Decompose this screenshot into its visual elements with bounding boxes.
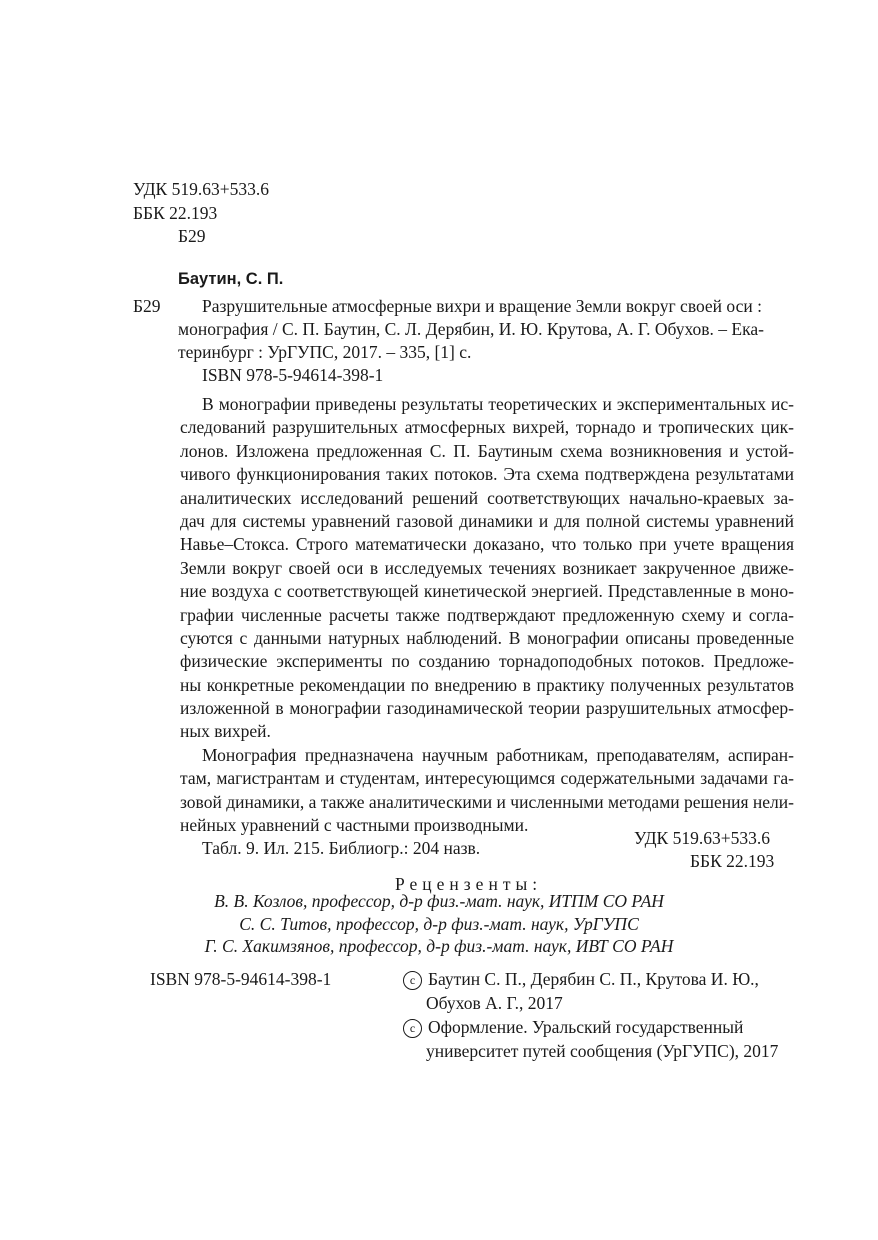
abstract-line: нейных уравнений с частными производными. [180,815,529,836]
copyright-design-line-1: Оформление. Уральский государственный [428,1017,744,1037]
isbn-bottom: ISBN 978-5-94614-398-1 [150,969,332,989]
bbk-code-right: ББК 22.193 [690,851,775,871]
abstract-line: дач для системы уравнений газовой динамики и для полной системы уравнений [180,510,794,531]
abstract [180,393,794,861]
bib-isbn: ISBN 978-5-94614-398-1 [202,365,384,385]
abstract-line: ны конкретные рекомендации по внедрению в практику полученных результатов [180,674,794,695]
abstract-line: Земли вокруг своей оси в исследуемых течениях возникает закрученное движе- [180,557,794,578]
abstract-line: Навье–Стокса. Строго математически доказано, что только при учете вращения [180,534,794,555]
abstract-line: ных вихрей. [180,721,271,742]
abstract-line: там, магистрантам и студентам, интересующимся содержательными задачами га- [180,768,794,789]
udk-code: УДК 519.63+533.6 [133,179,269,199]
abstract-line: чивого функционирования таких потоков. Эта схема подтверждена результатами [180,464,794,485]
reviewer-2: С. С. Титов, профессор, д-р физ.-мат. наук, УрГУПС [239,914,639,934]
copyright-icon: c [403,1019,422,1038]
reviewers-title: Рецензенты: [395,874,543,894]
udk-code-right: УДК 519.63+533.6 [634,828,770,848]
abstract-line: аналитических исследований решений соответствующих начально-краевых за- [180,487,794,508]
abstract-line: В монографии приведены результаты теоретических и экспериментальных ис- [202,394,794,414]
copyright-design [403,1016,743,1039]
abstract-line: лонов. Изложена предложенная С. П. Баутиным схема возникновения и устой- [180,440,794,461]
copyright-authors-line-2: Обухов А. Г., 2017 [426,993,563,1013]
bib-line-3: теринбург : УрГУПС, 2017. – 335, [1] с. [178,342,472,362]
abstract-line: следований разрушительных атмосферных вихрей, торнадо и тропических цик- [180,417,794,438]
copyright-icon: c [403,971,422,990]
bib-line-1: Разрушительные атмосферные вихри и вращение Земли вокруг своей оси : [202,296,762,316]
abstract-line: изложенной в монографии газодинамической теории разрушительных атмосфер- [180,698,794,719]
abstract-line: суются с данными натурных наблюдений. В монографии описаны проведенные [180,627,794,648]
copyright-authors [403,968,759,991]
abstract-line: физические эксперименты по созданию торнадоподобных потоков. Предложе- [180,651,794,672]
abstract-line: Монография предназначена научным работникам, преподавателям, аспиран- [202,744,794,765]
copyright-design-line-2: университет путей сообщения (УрГУПС), 2017 [426,1041,779,1061]
author-mark: Б29 [178,226,206,246]
abstract-line: Табл. 9. Ил. 215. Библиогр.: 204 назв. [202,838,481,859]
copyright-authors-line-1: Баутин С. П., Дерябин С. П., Крутова И. Ю., [428,969,759,989]
author-heading: Баутин, С. П. [178,270,284,288]
bib-line-2: монография / С. П. Баутин, С. Л. Дерябин, И. Ю. Крутова, А. Г. Обухов. – Ека- [178,319,764,339]
abstract-line: зовой динамики, а также аналитическими и численными методами решения нели- [180,791,794,812]
bib-mark: Б29 [133,296,161,316]
reviewer-1: В. В. Козлов, профессор, д-р физ.-мат. наук, ИТПМ СО РАН [214,891,664,911]
abstract-line: ние воздуха с соответствующей кинетической энергией. Представленные в моно- [180,581,794,602]
bbk-code: ББК 22.193 [133,203,218,223]
abstract-line: графии численные расчеты также подтверждают предложенную схему и согла- [180,604,794,625]
reviewer-3: Г. С. Хакимзянов, профессор, д-р физ.-мат. наук, ИВТ СО РАН [204,936,674,956]
